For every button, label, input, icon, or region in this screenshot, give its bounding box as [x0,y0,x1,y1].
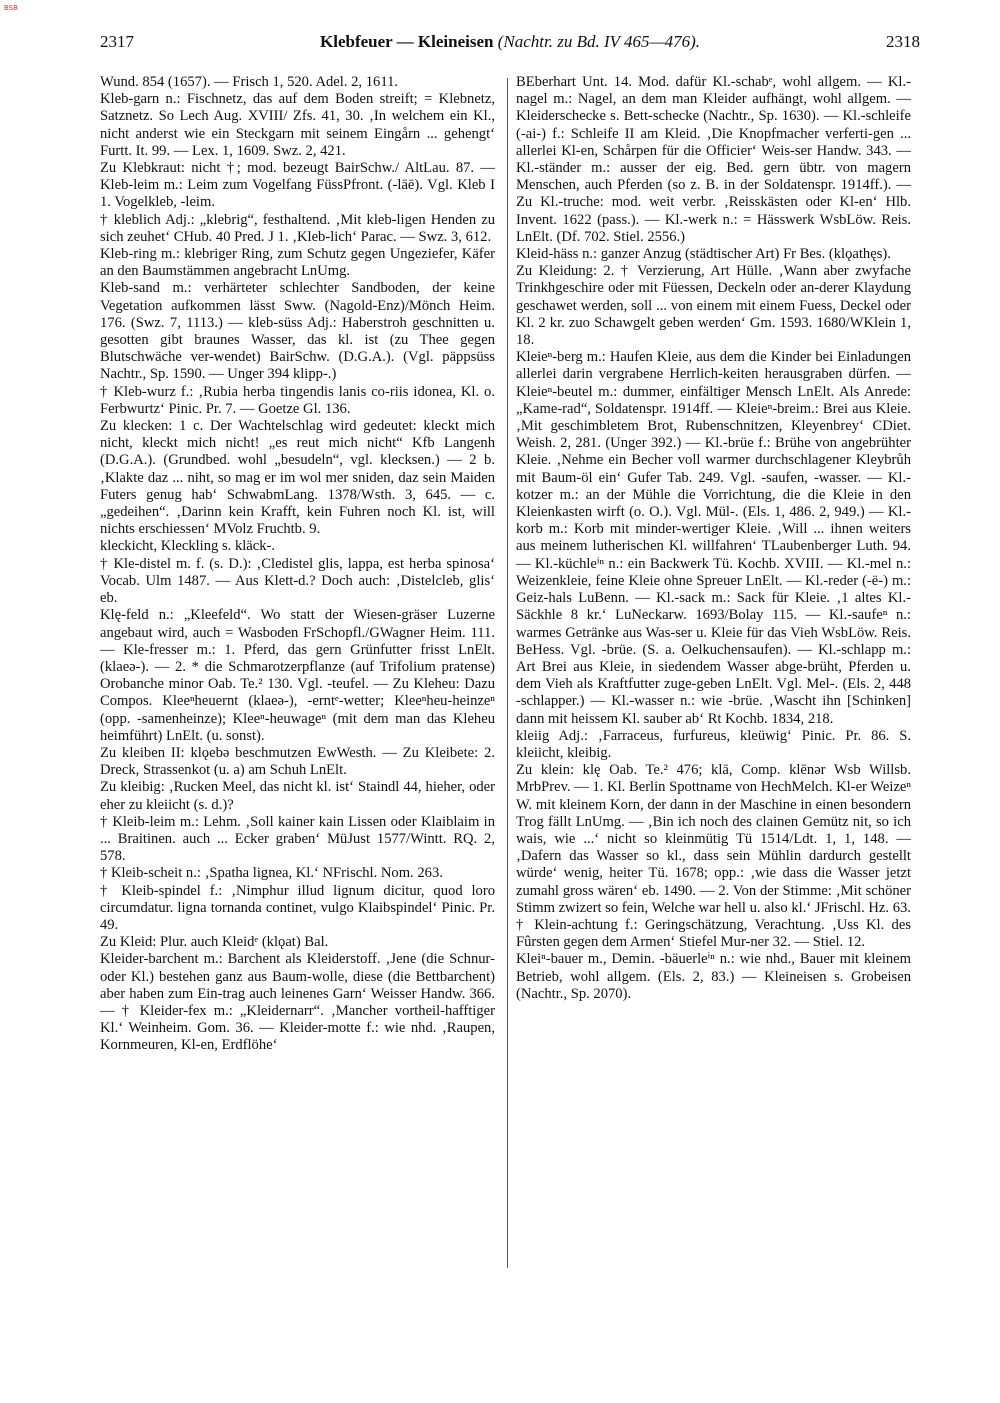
column-divider [507,78,508,1268]
left-column [100,74,495,1289]
page-number-left: 2317 [100,32,134,51]
running-title-main: Klebfeuer — Kleineisen [320,32,494,51]
entry: Kleid-häss n.: ganzer Anzug (städtischer Art) Fr Bes. (klǫathęs). [516,246,891,263]
page-header [100,32,920,56]
entry: Kleider-barchent m.: Barchent als Kleiderstoff. ‚Jene (die Schnur- oder Kl.) bestehen ganz aus Baum-wolle, diese (die Bettbarchent) aber haben zum Ein-trag auch leinenes Garn‘ Weisser Handw. 366. — † Kleider-fex m.: „Kleidernarr“. ‚Mancher vortheil-hafftiger Kl.‘ Weinheim. Gom. 36. — Kleider-motte f.: wie nhd. ‚Raupen, Kornmeuren, Kl-en, Erdflöhe‘ [100,951,495,1054]
entry: † Kle-distel m. f. (s. D.): ‚Cledistel glis, lappa, est herba spinosa‘ Vocab. Ulm 1487. — Aus Klett-d.? Doch auch: ‚Distelcleb, glis‘ eb. [100,555,495,607]
right-column [516,74,911,1289]
entry: Zu klein: klę Oab. Te.² 476; klā, Comp. klēnər Wsb Willsb. MrbPrev. — 1. Kl. Berlin Spottname von HechMelch. Kl-er Weizeⁿ W. mit kleinem Korn, der dann in der Maschine in einen besondern Trog fällt LnUmg. — ‚Bin ich noch des clainen Gemütz nit, so ich wais, wie ...‘ nicht so kleinmütig Tü 1514/Ldt. 1, 1, 148. — ‚Dafern das Wasser so kl., dass sein Mühlin dardurch gestellt würde‘ wenig, heiter Tü. 1678; opp.: ‚wie dass die Wasser jetzt zumahl gross wären‘ eb. 1490. — 2. Von der Stimme: ‚Mit schöner Stimm zwizert so fein, Welche war hell u. also kl.‘ JFrischl. Hz. 63. [516,762,911,916]
entry: † Klein-achtung f.: Geringschätzung, Verachtung. ‚Uss Kl. des Fûrsten gegen dem Armen‘ Stiefel Mur-ner 32. — Stiel. 12. [516,916,911,951]
entry: Kleb-ring m.: klebriger Ring, zum Schutz gegen Ungeziefer, Käfer an den Baumstämmen angebracht LnUmg. [100,246,495,280]
entry: † Kleb-wurz f.: ‚Rubia herba tingendis lanis co-riis idonea, Kl. o. Ferbwurtz‘ Pinic. Pr. 7. — Goetze Gl. 136. [100,383,495,417]
entry: Kleiⁿ-bauer m., Demin. -bäuerleⁱⁿ n.: wie nhd., Bauer mit kleinem Betrieb, wohl allgem. (Els. 2, 83.) — Kleineisen s. Grobeisen (Nachtr., Sp. 2070). [516,951,911,1002]
entry: Klę-feld n.: „Kleefeld“. Wo statt der Wiesen-gräser Luzerne angebaut wird, auch = Wasboden FrSchopfl./GWagner Heim. 111. — Kle-fresser m.: 1. Pferd, das gern Grünfutter frisst LnElt. (klaeə-). — 2. * die Schmarotzerpflanze (auf Trifolium pratense) Orobanche minor Oab. Te.² 130. Vgl. -teufel. — Zu Kleheu: Dazu Compos. Kleeⁿheuernt (klaeə-), -erntᵉ-wetter; Kleeⁿheu-heinzeⁿ (opp. -samenheinze); Kleeⁿ-heuwageⁿ (mit dem man das Kleheu heimführt) LnElt. (u. sonst). [100,607,495,744]
library-stamp: BSB [4,4,18,12]
entry: Zu klecken: 1 c. Der Wachtelschlag wird gedeutet: kleckt mich nicht, kleckt mich nicht! „es reut mich nicht“ Kfb Langenh (D.G.A.). (Grundbed. wohl „besudeln“, vgl. klecksen.) — 2 b. ‚Klakte daz ... niht, so mag er im wol mer sniden, daz sein Maiden Futers genug hab‘ SchwabmLang. 1378/Wsth. 3, 645. — c. „gedeihen“. ‚Darinn kein Krafft, kein Fuhren noch Kl. ist, will nichts erschiessen‘ MVolz Fruchtb. 9. [100,418,495,538]
entry: Zu Kleid: Plur. auch Kleidᵉ (klǫat) Bal. [100,934,329,951]
entry: Kleb-garn n.: Fischnetz, das auf dem Boden streift; = Klebnetz, Satznetz. So Lech Aug. XVIII/ Zfs. 41, 30. ‚In welchem ein Kl., nicht anderst wie ein Steckgarn mit seinem Eingårn ... gehengt‘ Furtt. It. 99. — Lex. 1, 1609. Swz. 2, 421. [100,91,495,159]
entry: Kleb-sand m.: verhärteter schlechter Sandboden, der keine Vegetation aufkommen lässt Sww. (Nagold-Enz)/Mönch Heim. 176. (Swz. 7, 1113.) — kleb-süss Adj.: Haberstroh geschnitten u. gesotten gibt braunes Wasser, das kl. ist (zu Thee gegen Blutschwäche ver-wendet) BairSchw. (D.G.A.). (Vgl. päppsüss Nachtr., Sp. 1590. — Unger 394 klipp-.) [100,280,495,383]
entry: Zu kleiben II: klǫebə beschmutzen EwWesth. — Zu Kleibete: 2. Dreck, Strassenkot (u. a) am Schuh LnElt. [100,744,495,779]
entry: † Kleib-spindel f.: ‚Nimphur illud lignum dicitur, quod loro circumdatur. ligna tornanda continet, vulgo Klaibspindel‘ Pinic. Pr. 49. [100,882,495,933]
entry: BEberhart Unt. 14. Mod. dafür Kl.-schabᵉ, wohl allgem. — Kl.-nagel m.: Nagel, an dem man Kleider aufhängt, wohl allgem. — Kleiderschecke s. Bett-schecke (Nachtr., Sp. 1630). — Kl.-schleife (-ai-) f.: Schleife II am Kleid. ‚Die Knopfmacher verferti-gen ... allerlei Kl-en, Schårpen für die Officier‘ Weis-ser Handw. 343. — Kl.-ständer m.: ausser der eig. Bed. gern übtr. von magern Menschen, auch Pferden (so z. B. in der Soldatenspr. 1914ff.). — Zu Kl.-truche: mod. weit verbr. ‚Reisskästen oder Kl-en‘ Hlb. Invent. 1622 (pass.). — Kl.-werk n.: = Hässwerk WsbLöw. Reis. LnElt. (Df. 702. Stiel. 2556.) [516,74,911,245]
entry: Wund. 854 (1657). — Frisch 1, 520. Adel. 2, 1611. [100,74,399,90]
entry: kleiig Adj.: ‚Farraceus, furfureus, kleüwig‘ Pinic. Pr. 86. S. kleiicht, kleibig. [516,727,911,761]
entry: Zu Klebkraut: nicht †; mod. bezeugt BairSchw./ AltLau. 87. — Kleb-leim m.: Leim zum Vogelfang FüssPfront. (-lāē). Vgl. Kleb I 1. Vogelkleb, -leim. [100,160,495,211]
running-title [100,32,920,52]
entry: Zu Kleidung: 2. † Verzierung, Art Hülle. ‚Wann aber zwyfache Trinkhgeschire oder mit Füessen, Deckeln oder an-derer Klaydung geschawet werden, soll ... von einem mit einem Fuess, Deckel oder Kl. 2 kr. zuo Schawgelt geben werden‘ Gm. 1593. 1680/WKlein 1, 18. [516,263,911,349]
running-title-note: (Nachtr. zu Bd. IV 465—476). [497,32,700,51]
entry: Kleieⁿ-berg m.: Haufen Kleie, aus dem die Kinder bei Einladungen allerlei darin vergrabene Herrlich-keiten herausgraben dürfen. — Kleieⁿ-beutel m.: dummer, einfältiger Mensch LnElt. Als Anrede: „Kame-rad“, Soldatenspr. 1914ff. — Kleieⁿ-breim.: Brei aus Kleie. ‚Mit geschimbletem Brot, Rubenschnitzen, Kleyenbrey‘ CDiet. Weish. 2, 281. (Unger 392.) — Kl.-brüe f.: Brühe von angebrühter Kleie. ‚Nehme ein Becher voll warmer durchschlagener Kleybrůh mit Baum-öl ein‘ Gufer Tab. 249. Vgl. -saufen, -wasser. — Kl.-kotzer m.: an der Mühle die Vorrichtung, die die Kleie in den Kleienkasten wirft (o. O.). Vgl. Mül-. (Els. 1, 486. 2, 949.) — Kl.-korb m.: Korb mit minder-wertiger Kleie. ‚Will ... ihnen weiters aus meinem lutherischen Kl. willfahren‘ TLaubenberger Luth. 94. — Kl.-küchleⁱⁿ n.: ein Backwerk Tü. Kochb. XVIII. — Kl.-mel n.: Weizenkleie, feine Kleie ohne Spreuer LnElt. — Kl.-reder (-ë-) m.: Geiz-hals LuBenn. — Kl.-sack m.: Sack für Kleie. ‚1 altes Kl.-Säckhle 8 kr.‘ LuNeckarw. 1693/Bolay 115. — Kl.-saufeⁿ n.: warmes Getränke aus Was-ser u. Kleie für das Vieh WsbLöw. Reis. BeHess. Vgl. -brüe. (S. a. Oelkuchensaufen). — Kl.-schlapp m.: Art Brei aus Kleie, in siedendem Wasser abge-brüht, Pferden u. dem Vieh als Kraftfutter zuge-geben LnElt. Vgl. Mel-. (Els. 2, 448 -schlapper.) — Kl.-wasser n.: wie -brüe. ‚Wascht ihn [Schinken] dann mit heissem Kl. sauber ab‘ Rt Kochb. 1834, 218. [516,349,911,727]
entry: † Kleib-leim m.: Lehm. ‚Soll kainer kain Lissen oder Klaiblaim in ... Braitinen. auch ... Ecker graben‘ MüJust 1577/Wintt. RQ. 2, 578. [100,813,495,865]
entry: Zu kleibig: ‚Rucken Meel, das nicht kl. ist‘ Staindl 44, hieher, oder eher zu kleiicht (s. d.)? [100,779,495,813]
page-number-right: 2318 [886,32,920,51]
entry: † Kleib-scheit n.: ‚Spatha lignea, Kl.‘ NFrischl. Nom. 263. [100,865,443,882]
entry: † kleblich Adj.: „klebrig“, festhaltend. ‚Mit kleb-ligen Henden zu sich zeuhet‘ CHub. 40 Pred. J 1. ‚Kleb-lich‘ Parac. — Swz. 3, 612. [100,211,495,245]
entry: kleckicht, Kleckling s. kläck-. [100,538,276,555]
